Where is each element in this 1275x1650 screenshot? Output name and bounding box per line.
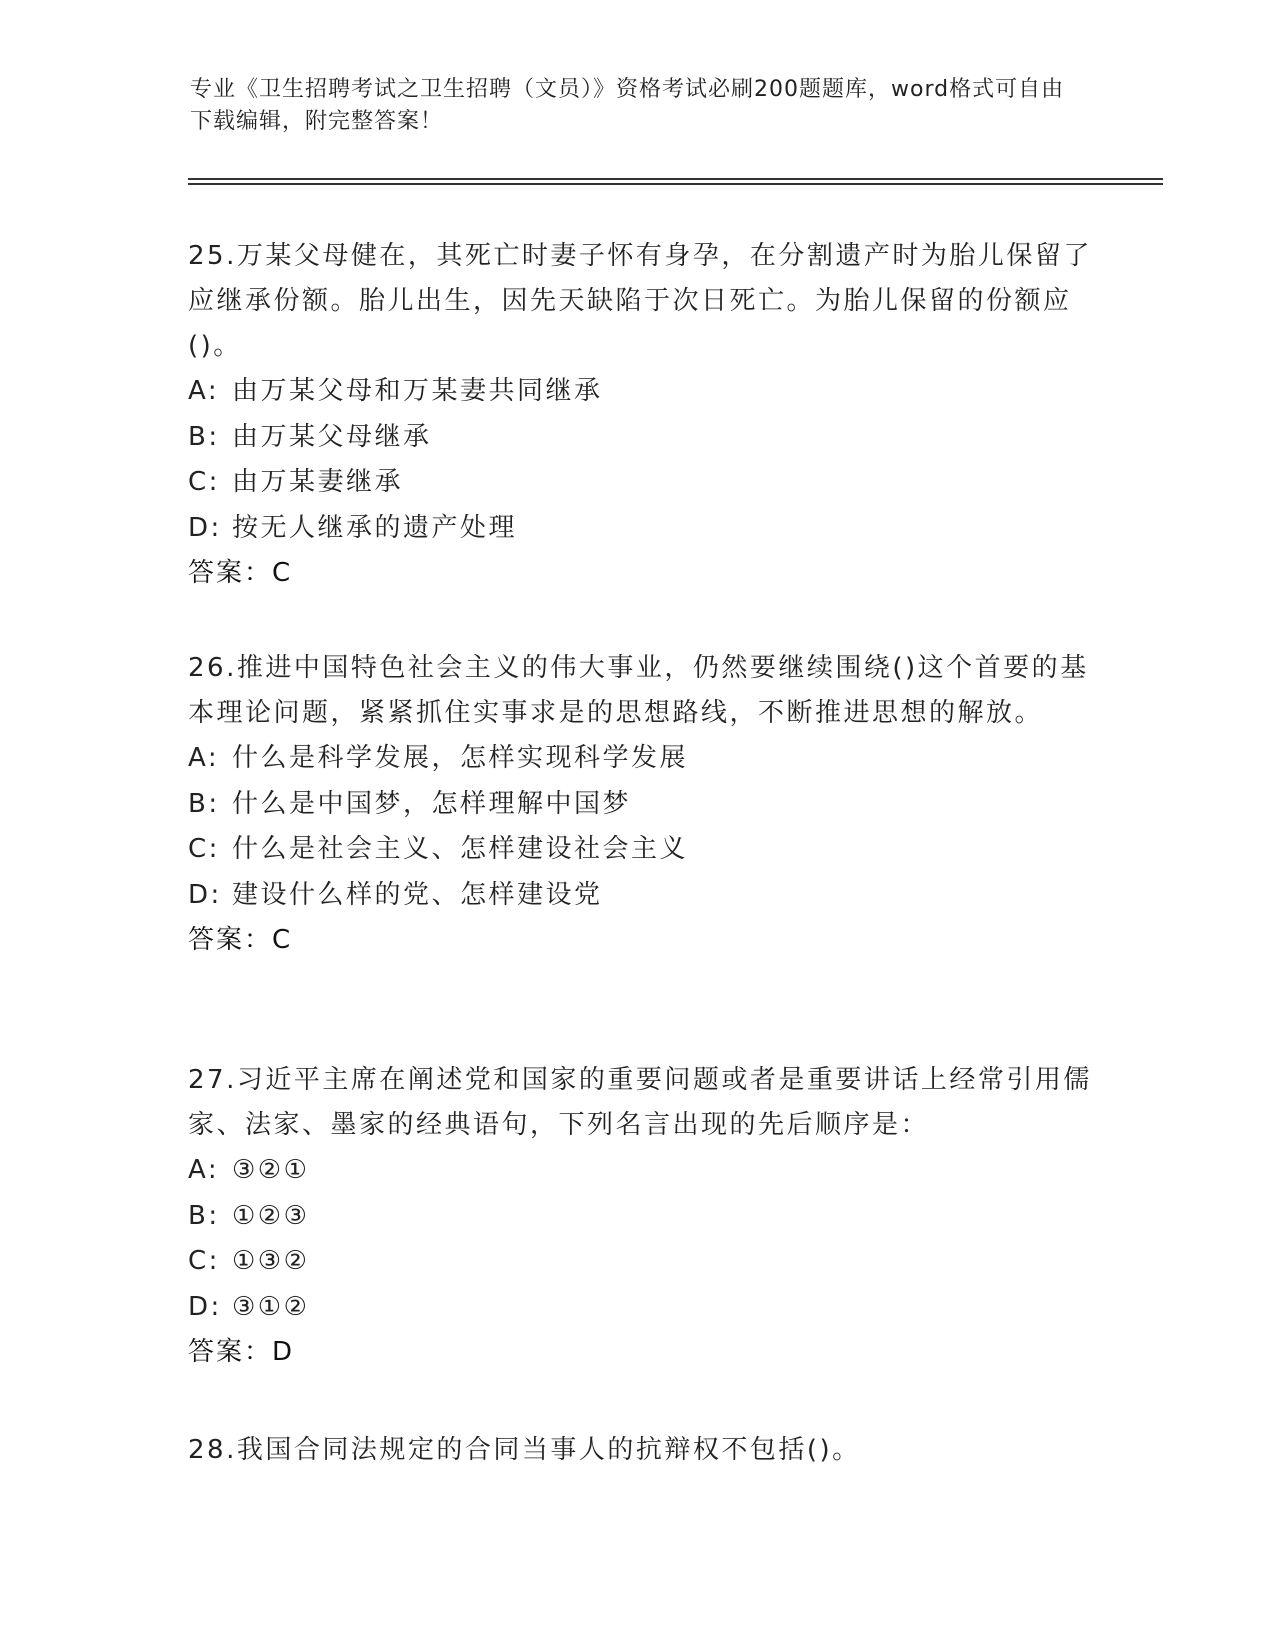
option-text: 什么是科学发展，怎样实现科学发展: [232, 743, 689, 773]
option-a: [188, 736, 1093, 782]
answer-line: 答案：C: [188, 925, 293, 955]
option-letter: C:: [188, 467, 220, 497]
header-divider-second: [188, 183, 1163, 185]
option-letter: C:: [188, 1246, 220, 1276]
option-c: [188, 460, 1093, 506]
answer-line: 答案：C: [188, 558, 293, 588]
option-b: [188, 1194, 1093, 1240]
question-25: [188, 234, 1093, 596]
option-letter: A:: [188, 376, 220, 406]
option-d: [188, 873, 1093, 919]
option-letter: B:: [188, 421, 220, 452]
option-a: [188, 369, 1093, 415]
option-d: [188, 1285, 1093, 1331]
option-c: [188, 827, 1093, 873]
option-text: 由万某妻继承: [232, 467, 404, 497]
option-d: [188, 506, 1093, 552]
option-letter: B:: [188, 1200, 220, 1231]
question-26: [188, 646, 1093, 963]
question-27: [188, 1058, 1093, 1375]
option-letter: D:: [188, 512, 222, 543]
option-letter: B:: [188, 788, 220, 819]
option-c: [188, 1239, 1093, 1285]
option-text: 什么是社会主义、怎样建设社会主义: [232, 834, 689, 864]
option-text: 由万某父母继承: [232, 421, 432, 452]
option-text: 由万某父母和万某妻共同继承: [232, 376, 603, 406]
option-text: ③②①: [232, 1155, 310, 1185]
header-divider: [188, 178, 1163, 180]
answer-line: 答案：D: [188, 1337, 295, 1367]
option-letter: C:: [188, 834, 220, 864]
option-letter: A:: [188, 1155, 220, 1185]
question-stem: 26.推进中国特色社会主义的伟大事业，仍然要继续围绕()这个首要的基本理论问题，紧紧抓住实事求是的思想路线，不断推进思想的解放。: [188, 653, 1089, 728]
option-text: ①②③: [232, 1200, 310, 1231]
option-b: [188, 415, 1093, 461]
option-text: ③①②: [232, 1291, 310, 1322]
option-a: [188, 1148, 1093, 1194]
option-text: 建设什么样的党、怎样建设党: [232, 879, 603, 910]
question-stem: 27.习近平主席在阐述党和国家的重要问题或者是重要讲话上经常引用儒家、法家、墨家的经典语句，下列名言出现的先后顺序是：: [188, 1065, 1092, 1140]
question-stem: 25.万某父母健在，其死亡时妻子怀有身孕，在分割遗产时为胎儿保留了应继承份额。胎儿出生，因先天缺陷于次日死亡。为胎儿保留的份额应()。: [188, 241, 1092, 361]
question-28: [188, 1428, 1093, 1473]
document-header: 专业《卫生招聘考试之卫生招聘（文员）》资格考试必刷200题题库，word格式可自由下载编辑，附完整答案！: [190, 77, 1065, 134]
option-letter: D:: [188, 879, 222, 910]
option-b: [188, 782, 1093, 828]
option-text: 什么是中国梦，怎样理解中国梦: [232, 788, 632, 819]
option-text: 按无人继承的遗产处理: [232, 512, 518, 543]
option-text: ①③②: [232, 1246, 310, 1276]
option-letter: D:: [188, 1291, 222, 1322]
question-stem: 28.我国合同法规定的合同当事人的抗辩权不包括()。: [188, 1435, 861, 1465]
option-letter: A:: [188, 743, 220, 773]
